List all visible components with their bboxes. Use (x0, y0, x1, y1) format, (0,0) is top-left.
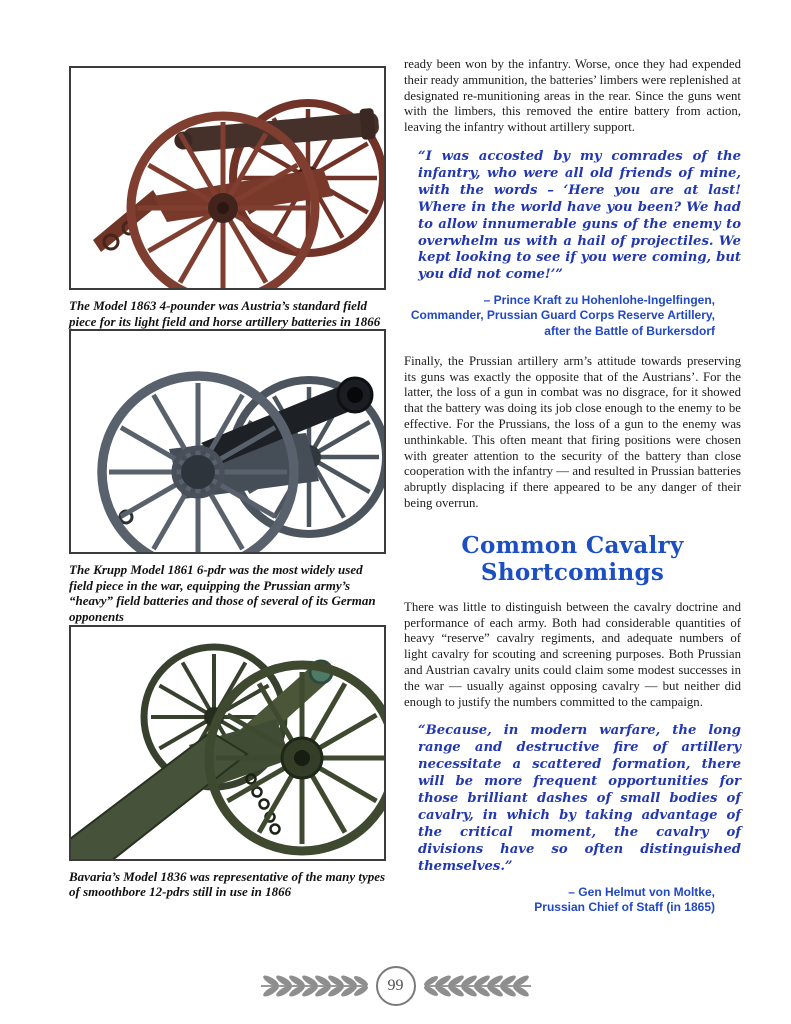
cannon-austrian-illustration (71, 68, 384, 288)
cannon-krupp-illustration (71, 331, 384, 552)
photo-caption-austrian: The Model 1863 4-pounder was Austria’s standard field piece for its light field and horse artillery batteries in 1866 (69, 298, 381, 329)
attribution-line: Prussian Chief of Staff (in 1865) (534, 899, 715, 914)
page-footer (0, 966, 791, 1006)
photo-column (69, 66, 386, 900)
paragraph-limbers: ready been won by the infantry. Worse, once they had expended their ready ammunition, the batteries’ limbers were replenished at designated re-munitioning areas in the rear. Since the guns went with the limbers, this removed the entire battery from action, leaving the infantry without artillery support. (404, 57, 741, 135)
cannon-bavarian-illustration (71, 627, 384, 859)
laurel-left-icon (257, 969, 369, 1003)
section-heading-cavalry: Common Cavalry Shortcomings (461, 531, 684, 586)
page-number: 99 (387, 977, 404, 994)
attribution-hohenlohe (404, 293, 741, 339)
attribution-line: Commander, Prussian Guard Corps Reserve Artillery, (410, 308, 715, 323)
photo-austrian-4-pounder (69, 66, 386, 290)
attribution-moltke (404, 885, 741, 915)
photo-caption-bavarian: Bavaria’s Model 1836 was representative of the many types of smoothbore 12-pdrs still in use in 1866 (69, 868, 386, 900)
attribution-line: – Gen Helmut von Moltke, (568, 884, 715, 899)
page-number-badge (376, 966, 416, 1006)
attribution-line: after the Battle of Burkersdorf (544, 323, 715, 338)
paragraph-prussian-attitude: Finally, the Prussian artillery arm’s attitude towards preserving its guns was exactly the opposite that of the Austrians’. For the latter, the loss of a gun in combat was no disgrace, for it showed that the battery was doing its job close enough to the enemy to be effective. For the Prussians, the loss of a gun to the enemy was unthinkable. This often meant that firing positions were chosen with greater attention to the security of the battery than close cooperation with the infantry — and resulted in Prussian batteries abruptly displacing if there appeared to be any danger of their being overrun. (404, 353, 741, 511)
photo-caption-krupp: The Krupp Model 1861 6-pdr was the most widely used field piece in the war, equipping the Prussian army’s “heavy” field batteries and those of several of its German opponents (69, 562, 376, 624)
photo-krupp-6pdr (69, 329, 386, 554)
laurel-right-icon (423, 969, 535, 1003)
quote-hohenlohe: “I was accosted by my comrades of the infantry, who were all old friends of mine, with the words – ‘Here you are at last! Where in the world have you been? We had to allow innumerable guns of the enemy to overwhelm us with a hail of projectiles. We kept looking to see if you were coming, but you did not come!’” (418, 148, 741, 283)
quote-moltke: “Because, in modern warfare, the long range and destructive fire of artillery necessitate a scattered formation, there will be more frequent opportunities for those brilliant dashes of small bodies of cavalry, in which by taking advantage of the critical moment, the cavalry of divisions have so often distinguished themselves.” (418, 723, 741, 874)
paragraph-cavalry: There was little to distinguish between the cavalry doctrine and performance of each army. Both had considerable quantities of heavy “reserve” cavalry regiments, and adequate numbers of light cavalry for scouting and screening purposes. Both Prussian and Austrian cavalry units could claim some modest successes in the war — usually against opposing cavalry — but neither did enough to justify the numbers committed to the campaign. (404, 599, 741, 709)
attribution-line: – Prince Kraft zu Hohenlohe-Ingelfingen, (483, 293, 715, 308)
text-column (404, 57, 741, 930)
muzzle-bore (347, 387, 363, 403)
photo-bavarian-12pdr (69, 625, 386, 861)
